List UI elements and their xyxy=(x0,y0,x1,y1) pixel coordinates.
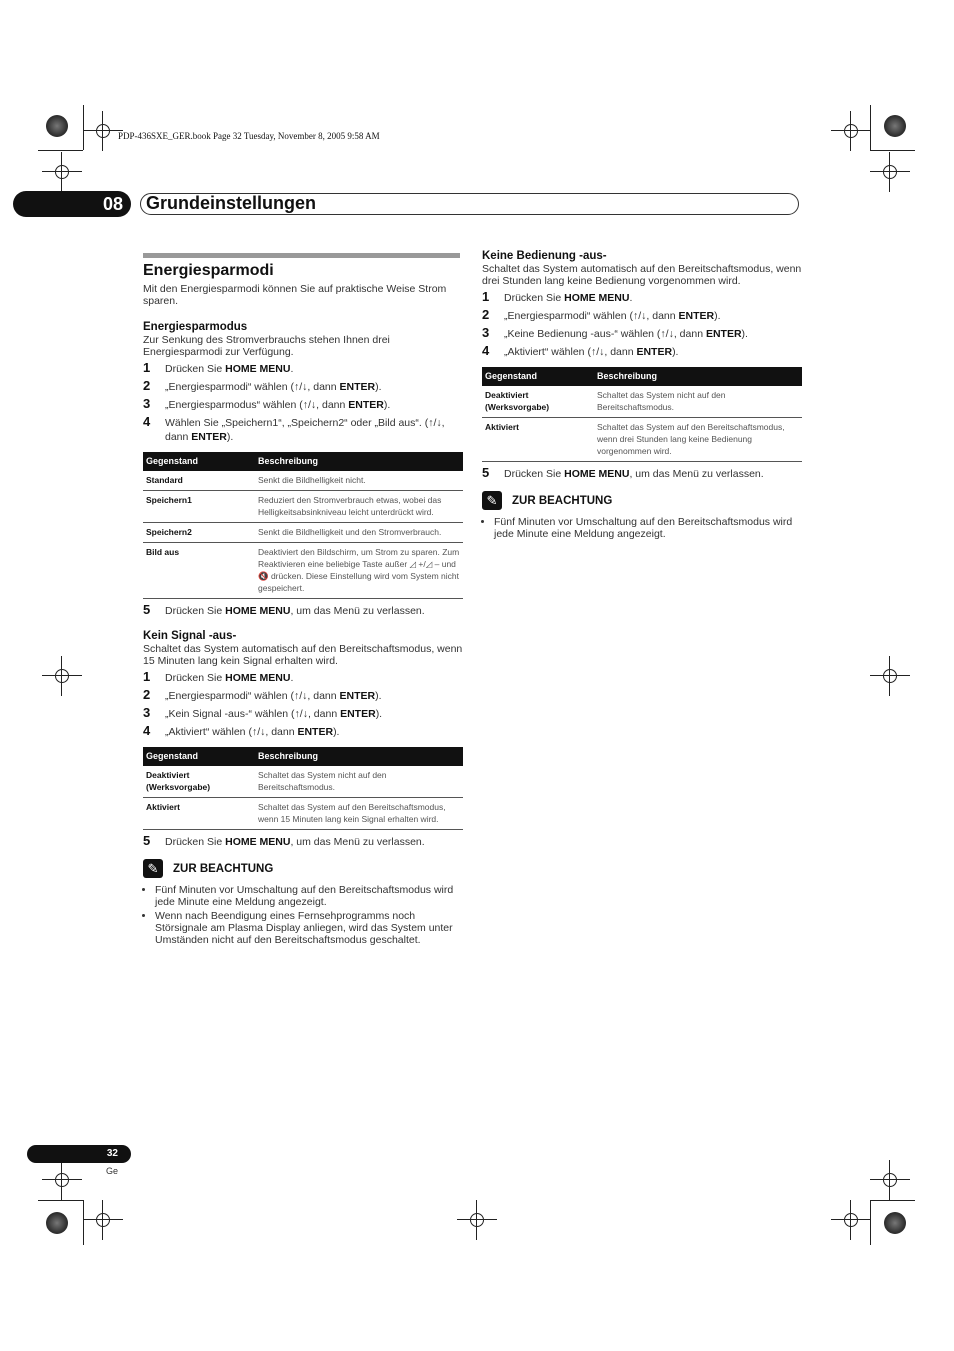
table-row: Speichern2 Senkt die Bildhelligkeit und den Stromverbrauch. xyxy=(143,523,463,543)
subsection-text: Zur Senkung des Stromverbrauchs stehen Ihnen drei Energiesparmodi zur Verfügung. xyxy=(143,334,390,358)
registration-disc xyxy=(46,115,68,137)
crosshair-mark xyxy=(42,1160,82,1200)
crosshair-mark xyxy=(870,1160,910,1200)
step-item: 4 „Aktiviert“ wählen (↑/↓, dann ENTER). xyxy=(482,343,679,358)
pencil-note-icon: ✎ xyxy=(143,859,163,878)
table-row: Deaktiviert (Werksvorgabe) Schaltet das System nicht auf den Bereitschaftsmodus. xyxy=(482,386,802,418)
step-item: 4 „Aktiviert“ wählen (↑/↓, dann ENTER). xyxy=(143,723,340,738)
page-number: 32 xyxy=(27,1145,131,1163)
page-language: Ge xyxy=(106,1166,119,1176)
subsection-text: Schaltet das System automatisch auf den Bereitschaftsmodus, wenn 15 Minuten lang kein Signal erhalten wird. xyxy=(143,643,463,667)
subsection-heading: Kein Signal -aus- xyxy=(143,630,237,642)
step-item: 5 Drücken Sie HOME MENU, um das Menü zu verlassen. xyxy=(143,602,425,617)
chapter-title: Grundeinstellungen xyxy=(146,193,317,213)
step-item: 2 „Energiesparmodi“ wählen (↑/↓, dann ENTER). xyxy=(143,378,382,393)
note-title: ZUR BEACHTUNG xyxy=(173,862,274,875)
crosshair-mark xyxy=(870,152,910,192)
settings-table: Gegenstand Beschreibung Deaktiviert (Werksvorgabe) Schaltet das System nicht auf den Bereitschaftsmodus. Aktiviert Schaltet das System auf den Bereitschaftsmodus, wenn 15 Minuten lang kein Signal erhalten wird. xyxy=(143,747,463,830)
subsection-text: Schaltet das System automatisch auf den Bereitschaftsmodus, wenn drei Stunden lang keine Bedienung vorgenommen wird. xyxy=(482,263,802,287)
settings-table: Gegenstand Beschreibung Deaktiviert (Werksvorgabe) Schaltet das System nicht auf den Bereitschaftsmodus. Aktiviert Schaltet das System auf den Bereitschaftsmodus, wenn drei Stunden lang keine Bedienung vorgenommen wird. xyxy=(482,367,802,462)
subsection-heading: Energiesparmodus xyxy=(143,321,248,333)
settings-table: Gegenstand Beschreibung Standard Senkt die Bildhelligkeit nicht. Speichern1 Reduziert den Stromverbrauch etwas, wobei das Helligkeitsabsinkniveau leicht unterdrückt wird. Speichern2 Senkt die Bildhelligkeit und den Stromverbrauch. Bild aus Deaktiviert den Bildschirm, um Strom zu sparen. Zum Reaktivieren eine beliebige Taste außer ◿ +/◿ – und 🔇 drücken. Diese Einstellung wird vom System nicht gespeichert. xyxy=(143,452,463,599)
note-item: • Wenn nach Beendigung eines Fernsehprogramms noch Störsignale am Plasma Display anliegen, wird das System unter Umständen nicht auf den Bereitschaftsmodus geschaltet. xyxy=(155,910,463,946)
crosshair-mark xyxy=(83,1200,123,1240)
registration-disc xyxy=(884,1212,906,1234)
note-list xyxy=(482,516,802,540)
crosshair-mark xyxy=(42,152,82,192)
step-item: 1 Drücken Sie HOME MENU. xyxy=(143,669,294,684)
note-item: • Fünf Minuten vor Umschaltung auf den Bereitschaftsmodus wird jede Minute eine Meldung angezeigt. xyxy=(155,884,463,908)
note-title: ZUR BEACHTUNG xyxy=(512,494,613,507)
registration-disc xyxy=(884,115,906,137)
step-item: 1 Drücken Sie HOME MENU. xyxy=(143,360,294,375)
step-item: 2 „Energiesparmodi“ wählen (↑/↓, dann ENTER). xyxy=(482,307,721,322)
step-list xyxy=(482,290,802,359)
table-row: Bild aus Deaktiviert den Bildschirm, um Strom zu sparen. Zum Reaktivieren eine beliebige Taste außer ◿ +/◿ – und 🔇 drücken. Diese Einstellung wird vom System nicht gespeichert. xyxy=(143,543,463,599)
table-row: Speichern1 Reduziert den Stromverbrauch etwas, wobei das Helligkeitsabsinkniveau leicht unterdrückt wird. xyxy=(143,491,463,523)
note-list xyxy=(143,884,463,946)
note-header xyxy=(143,859,463,878)
table-row: Standard Senkt die Bildhelligkeit nicht. xyxy=(143,471,463,491)
step-item: 1 Drücken Sie HOME MENU. xyxy=(482,289,633,304)
step-item: 5 Drücken Sie HOME MENU, um das Menü zu verlassen. xyxy=(482,465,764,480)
note-item: • Fünf Minuten vor Umschaltung auf den Bereitschaftsmodus wird jede Minute eine Meldung angezeigt. xyxy=(494,516,802,540)
table-row: Aktiviert Schaltet das System auf den Bereitschaftsmodus, wenn 15 Minuten lang kein Signal erhalten wird. xyxy=(143,798,463,830)
right-column xyxy=(482,250,802,542)
crosshair-mark xyxy=(42,656,82,696)
crosshair-mark xyxy=(831,111,871,151)
subsection-heading: Keine Bedienung -aus- xyxy=(482,250,607,262)
intro-text: Mit den Energiesparmodi können Sie auf praktische Weise Strom sparen. xyxy=(143,283,447,307)
section-divider xyxy=(143,253,460,258)
section-title: Energiesparmodi xyxy=(143,262,274,279)
step-item: 3 „Kein Signal -aus-“ wählen (↑/↓, dann ENTER). xyxy=(143,705,383,720)
step-list xyxy=(143,670,463,739)
registration-disc xyxy=(46,1212,68,1234)
note-header xyxy=(482,491,802,510)
crosshair-mark xyxy=(870,656,910,696)
chapter-number: 08 xyxy=(13,191,131,217)
table-row: Deaktiviert (Werksvorgabe) Schaltet das System nicht auf den Bereitschaftsmodus. xyxy=(143,766,463,798)
table-row: Aktiviert Schaltet das System auf den Bereitschaftsmodus, wenn drei Stunden lang keine Bedienung vorgenommen wird. xyxy=(482,418,802,462)
crosshair-mark xyxy=(457,1200,497,1240)
left-column xyxy=(143,253,463,948)
book-info-line: PDP-436SXE_GER.book Page 32 Tuesday, November 8, 2005 9:58 AM xyxy=(118,131,380,141)
step-item: 5 Drücken Sie HOME MENU, um das Menü zu verlassen. xyxy=(143,833,425,848)
step-item: 4 Wählen Sie „Speichern1“, „Speichern2“ oder „Bild aus“. (↑/↓, dann ENTER). xyxy=(143,414,445,443)
crosshair-mark xyxy=(83,111,123,151)
crosshair-mark xyxy=(831,1200,871,1240)
step-list xyxy=(143,361,463,444)
pencil-note-icon: ✎ xyxy=(482,491,502,510)
step-item: 3 „Keine Bedienung -aus-“ wählen (↑/↓, dann ENTER). xyxy=(482,325,748,340)
step-item: 3 „Energiesparmodus“ wählen (↑/↓, dann ENTER). xyxy=(143,396,391,411)
step-item: 2 „Energiesparmodi“ wählen (↑/↓, dann ENTER). xyxy=(143,687,382,702)
